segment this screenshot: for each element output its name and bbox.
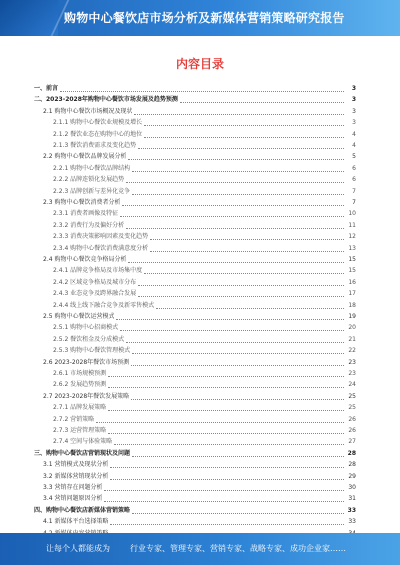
toc-entry[interactable] [34, 312, 356, 322]
toc-entry-text: 2.6.1 市场规模预测 [53, 370, 107, 377]
toc-entry[interactable] [34, 323, 356, 333]
toc-dot-leader [96, 421, 344, 423]
toc-entry[interactable] [34, 403, 356, 413]
toc-dot-leader [122, 204, 344, 206]
toc-page-number: 7 [352, 199, 356, 206]
toc-page-number: 29 [348, 472, 356, 480]
toc-page-number: 16 [348, 278, 356, 286]
toc-entry[interactable] [34, 141, 356, 151]
toc-page-number: 4 [352, 130, 356, 138]
toc-dot-leader [132, 352, 344, 354]
toc-heading: 内容目录 [175, 57, 224, 71]
page-footer [0, 533, 400, 565]
toc-page-number: 3 [352, 107, 356, 115]
toc-entry-text: 2.2.2 品牌连锁化发展趋势 [53, 176, 125, 184]
toc-entry-text: 2.2 购物中心餐饮品牌发展分析 [43, 153, 127, 161]
toc-page-number: 26 [348, 427, 356, 434]
toc-entry-text: 4.1 新媒体平台选择策略 [43, 518, 109, 526]
toc-entry-text: 2.1.2 餐饮业态在购物中心的地位 [53, 130, 143, 138]
footer-slogan-right: 行业专家、管理专家、营销专家、战略专家、成功企业家…… [130, 544, 346, 553]
toc-page-number: 28 [347, 449, 356, 457]
toc-page-number: 31 [348, 495, 356, 503]
toc-entry-text: 2.4.1 品牌竞争格局及市场集中度 [53, 267, 143, 275]
toc-page-number: 24 [348, 381, 356, 389]
toc-entry[interactable] [34, 517, 356, 527]
toc-page-number: 28 [348, 461, 356, 469]
toc-page-number: 22 [348, 347, 356, 355]
toc-entry[interactable] [34, 289, 356, 299]
toc-page-number: 12 [348, 233, 356, 241]
toc-entry[interactable] [34, 187, 356, 197]
toc-entry-text: 2.3.1 消费者画像及特征 [53, 210, 119, 218]
toc-entry[interactable] [34, 369, 356, 379]
toc-entry-text: 2.7.1 品牌发展策略 [53, 404, 107, 412]
toc-entry-text: 3.1 营销模式及现状分析 [43, 461, 109, 469]
toc-page-number: 15 [348, 256, 356, 263]
toc-entry[interactable] [34, 460, 356, 470]
toc-dot-leader [116, 318, 344, 320]
toc-entry[interactable] [34, 95, 356, 105]
toc-dot-leader [128, 261, 344, 263]
toc-dot-leader [156, 307, 344, 309]
toc-page-number: 33 [347, 506, 356, 514]
toc-entry-text: 3.3 营销存在问题分析 [43, 484, 103, 491]
toc-entry[interactable] [34, 164, 356, 174]
toc-dot-leader [60, 90, 344, 92]
toc-entry-text: 2.5 购物中心餐饮运营模式 [43, 313, 115, 320]
toc-page-number: 7 [352, 187, 356, 195]
toc-entry-text: 2.7.3 运营管理策略 [53, 427, 107, 434]
toc-entry-text: 2.6.2 发展趋势预测 [53, 381, 107, 389]
toc-entry[interactable] [34, 449, 356, 459]
toc-entry-text: 3.2 新媒体营销现状分析 [43, 472, 109, 480]
toc-entry-text: 2.3.4 购物中心餐饮消费满意度分析 [53, 244, 149, 252]
toc-page-number: 13 [348, 244, 356, 252]
toc-dot-leader [128, 158, 344, 160]
toc-entry-text: 2.1 购物中心餐饮市场概况及现状 [43, 107, 133, 115]
toc-entry[interactable] [34, 244, 356, 254]
toc-dot-leader [134, 113, 344, 115]
toc-dot-leader [180, 101, 344, 103]
toc-dot-leader [108, 409, 344, 411]
toc-page-number: 27 [348, 438, 356, 446]
toc-entry-text: 2.6 2023-2028年餐饮市场预测 [43, 358, 130, 366]
toc-dot-leader [144, 136, 344, 138]
toc-entry[interactable] [34, 175, 356, 185]
toc-page-number: 23 [348, 358, 356, 366]
toc-entry[interactable] [34, 494, 356, 504]
toc-entry[interactable] [34, 118, 356, 128]
toc-dot-leader [104, 489, 344, 491]
toc-page-number: 25 [348, 404, 356, 412]
toc-entry-text: 2.4.3 业态竞争及跨界融合发展 [53, 290, 137, 298]
toc-dot-leader [131, 364, 344, 366]
report-title: 购物中心餐饮店市场分析及新媒体营销策略研究报告 [64, 11, 345, 25]
toc-entry-text: 四、购物中心餐饮店新媒体营销策略 [34, 506, 131, 514]
toc-page-number: 17 [348, 290, 356, 298]
toc-dot-leader [132, 512, 344, 514]
toc-dot-leader [120, 329, 344, 331]
toc-entry[interactable] [34, 426, 356, 436]
toc-page-number: 26 [348, 415, 356, 423]
toc-page-number: 21 [348, 335, 356, 343]
toc-page-number: 19 [348, 313, 356, 320]
footer-slogan-left: 让每个人都能成为 [46, 544, 110, 553]
toc-page-number: 5 [352, 153, 356, 161]
toc-entry-text: 2.3 购物中心餐饮消费者分析 [43, 199, 121, 206]
toc-entry-text: 2.2.3 品牌创新与差异化竞争 [53, 187, 131, 195]
toc-entry-text: 2.5.3 购物中心餐饮管理模式 [53, 347, 131, 355]
page-header [0, 0, 400, 36]
toc-page-number: 3 [351, 96, 356, 104]
toc-page-number: 15 [348, 267, 356, 275]
toc-entry-text: 2.5.2 餐饮租金及分成模式 [53, 335, 125, 343]
toc-entry-text: 2.3.2 消费行为及偏好分析 [53, 221, 125, 229]
toc-entry[interactable] [34, 472, 356, 482]
toc-entry[interactable] [34, 209, 356, 219]
table-of-contents [34, 84, 356, 544]
toc-dot-leader [110, 466, 344, 468]
toc-entry[interactable] [34, 380, 356, 390]
toc-entry-text: 2.7.4 空间与体验策略 [53, 438, 113, 446]
toc-entry-text: 2.7 2023-2028年餐饮发展策略 [43, 392, 130, 400]
toc-dot-leader [110, 478, 344, 480]
toc-dot-leader [108, 432, 344, 434]
toc-page-number: 33 [348, 518, 356, 526]
toc-entry-text: 2.5.1 购物中心招商模式 [53, 324, 119, 332]
toc-page-number: 6 [352, 176, 356, 184]
toc-page-number: 23 [348, 370, 356, 377]
toc-page-number: 30 [348, 484, 356, 491]
toc-dot-leader [138, 284, 344, 286]
toc-page-number: 18 [348, 301, 356, 309]
toc-entry-text: 二、2023-2028年购物中心餐饮市场发展及趋势预测 [34, 96, 178, 104]
toc-page-number: 25 [348, 392, 356, 400]
toc-entry[interactable] [34, 415, 356, 425]
toc-entry[interactable] [34, 107, 356, 117]
toc-dot-leader [126, 181, 344, 183]
toc-entry-text: 2.3.3 消费决策影响因素及变化趋势 [53, 233, 149, 241]
toc-dot-leader [108, 386, 344, 388]
toc-dot-leader [150, 238, 344, 240]
toc-entry[interactable] [34, 198, 356, 208]
toc-entry-text: 2.4.2 区域竞争格局及城市分布 [53, 278, 137, 286]
toc-entry-text: 三、购物中心餐饮店营销现状及问题 [34, 449, 131, 457]
toc-page-number: 6 [352, 164, 356, 172]
toc-dot-leader [110, 523, 344, 525]
toc-dot-leader [126, 341, 344, 343]
toc-entry-text: 2.1.3 餐饮消费需求及变化趋势 [53, 142, 137, 149]
toc-dot-leader [138, 295, 344, 297]
toc-entry-text: 3.4 营销问题原因分析 [43, 495, 103, 503]
toc-entry[interactable] [34, 266, 356, 276]
toc-entry[interactable] [34, 437, 356, 447]
toc-dot-leader [144, 272, 344, 274]
toc-entry-text: 一、前言 [34, 85, 59, 92]
toc-dot-leader [144, 124, 344, 126]
toc-dot-leader [132, 170, 344, 172]
toc-dot-leader [132, 193, 344, 195]
toc-page-number: 3 [352, 119, 356, 127]
toc-entry[interactable] [34, 255, 356, 265]
toc-page-number: 20 [348, 324, 356, 332]
toc-page-number: 11 [348, 221, 356, 229]
toc-dot-leader [150, 250, 344, 252]
toc-dot-leader [104, 500, 344, 502]
toc-entry[interactable] [34, 358, 356, 368]
toc-entry[interactable] [34, 301, 356, 311]
toc-page-number: 4 [352, 142, 356, 149]
toc-entry[interactable] [34, 346, 356, 356]
toc-dot-leader [126, 227, 344, 229]
toc-entry[interactable] [34, 221, 356, 231]
toc-entry-text: 2.7.2 营销策略 [53, 415, 95, 423]
toc-entry[interactable] [34, 232, 356, 242]
toc-entry[interactable] [34, 392, 356, 402]
toc-entry-text: 2.1.1 购物中心餐饮业规模及增长 [53, 119, 143, 127]
toc-entry-text: 2.2.1 购物中心餐饮品牌结构 [53, 164, 131, 172]
toc-entry[interactable] [34, 130, 356, 140]
toc-entry[interactable] [34, 152, 356, 162]
toc-dot-leader [120, 215, 344, 217]
toc-entry-text: 2.4.4 线上线下融合竞争及新零售模式 [53, 301, 155, 309]
toc-page-number: 10 [348, 210, 356, 218]
toc-entry[interactable] [34, 483, 356, 493]
toc-dot-leader [138, 147, 344, 149]
toc-dot-leader [132, 455, 344, 457]
toc-entry-text: 2.4 购物中心餐饮竞争格局分析 [43, 256, 127, 263]
toc-dot-leader [114, 443, 344, 445]
toc-entry[interactable] [34, 506, 356, 516]
toc-dot-leader [131, 398, 344, 400]
toc-entry[interactable] [34, 84, 356, 94]
toc-page-number: 3 [351, 85, 356, 92]
toc-entry[interactable] [34, 278, 356, 288]
toc-dot-leader [108, 375, 344, 377]
toc-entry[interactable] [34, 335, 356, 345]
